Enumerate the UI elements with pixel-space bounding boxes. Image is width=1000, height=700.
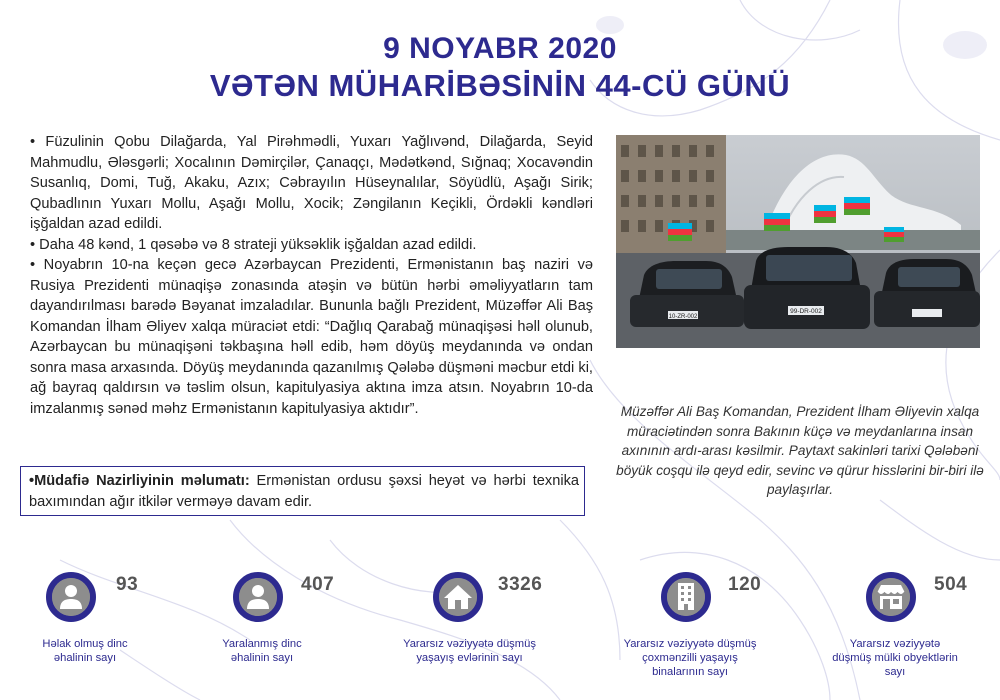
paragraph-statement: • Noyabrın 10-na keçən gecə Azərbaycan Prezidenti, Ermənistanın baş naziri və Rusiya Prezidenti münaqişə zonasında atəşin və bütün hərbi əməliyyatların tam dayandırılması barədə Bəyanat imzaladılar. Bununla bağlı Prezident, Müzəffər Ali Baş Komandan İlham Əliyev xalqa müraciət etdi: “Dağlıq Qarabağ münaqişəsi həll olunub, Azərbaycan bu münaqişəni təkbaşına həll edib, həm döyüş meydanında və ondan sonra masa arxasında. Döyüş meydanında qazanılmış Qələbə düşməni məcbur etdi ki, ağ bayraq qaldırsın və təslim olsun, kapitulyasiya aktına imza atsın. Noyabrın 10-da imzalanmış sənəd məhz Ermənistanın kapitulyasiya aktıdır”. [30,257,593,417]
stat-value: 407 [301,574,335,595]
person-icon [45,571,97,623]
paragraph-liberated-villages: • Füzulinin Qobu Dilağarda, Yal Pirəhmədli, Yuxarı Yağlıvənd, Dilağarda, Seyid Mahmudlu, Ələsgərli; Xocalının Dəmirçilər, Çanaqçı, Mədətkənd, Sığnaq; Xocavəndin Susanlıq, Domi, Tuğ, Akaku, Azıx; Cəbrayılın Hüseynalılar, Söyüdlü, Aşağı Sirik; Qubadlının Yuxarı Mollu, Aşağı Mollu, Xocik; Zəngilanın Keçikli, Ördəkli kəndləri işğaldan azad edildi. [30,134,593,232]
shop-icon [865,571,917,623]
stat-value: 3326 [498,574,543,595]
stat-value: 504 [934,574,968,595]
photo-caption: Müzəffər Ali Baş Komandan, Prezident İlham Əliyevin xalqa müraciətindən sonra Bakının küçə və meydanlarına insan axınının ardı-arası kəsilmir. Paytaxt sakinləri tarixi Qələbəni böyük coşqu ilə qeyd edir, sevinc və qürur hisslərini bir-biri ilə paylaşırlar. [616,404,984,497]
apartment-building-icon [660,571,712,623]
stat-label: Yararsız vəziyyətə düşmüş yaşayış evlərinin sayı [403,638,536,664]
stat-label: Yararsız vəziyyətə düşmüş mülki obyektlərin sayı [832,638,958,678]
ministry-info-label: •Müdafiə Nazirliyinin məlumatı: [29,473,250,489]
stat-label: Həlak olmuş dinc əhalinin sayı [42,638,128,664]
stat-label: Yararsız vəziyyətə düşmüş çoxmənzilli yaşayış binalarının sayı [623,638,757,678]
stat-value: 93 [116,574,139,595]
stat-label: Yaralanmış dinc əhalinin sayı [222,638,302,664]
ministry-info-box [20,466,585,516]
page-subtitle: VƏTƏN MÜHARİBƏSİNİN 44-CÜ GÜNÜ [209,68,791,103]
photo-plate-center: 99-DR-002 [790,308,822,315]
ministry-info-text: Ermənistan ordusu şəxsi heyət və hərbi texnika baxımından ağır itkilər verməyə davam edir. [29,473,579,510]
celebration-photo [616,135,980,348]
house-icon [432,571,484,623]
photo-plate-left: 10-ZR-002 [668,314,698,320]
main-text-block [30,132,593,419]
stat-value: 120 [728,574,762,595]
page-title-date: 9 NOYABR 2020 [383,32,617,65]
person-icon [232,571,284,623]
paragraph-liberated-count: • Daha 48 kənd, 1 qəsəbə və 8 strateji yüksəklik işğaldan azad edildi. [30,236,477,253]
